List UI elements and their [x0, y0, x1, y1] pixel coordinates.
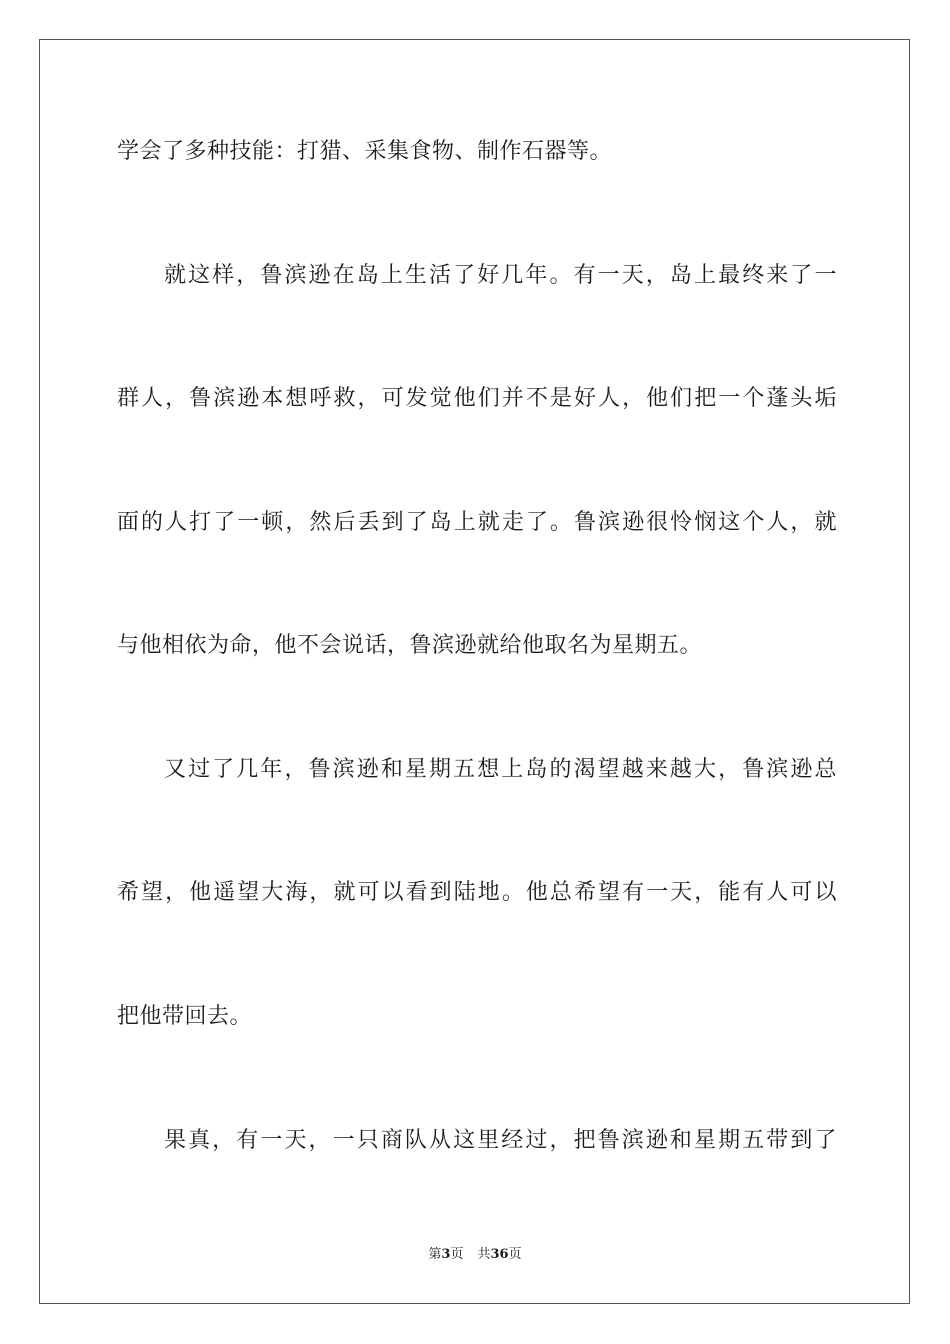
page-border	[39, 39, 910, 1304]
total-pages: 36	[490, 1247, 509, 1262]
paragraph-first-line: 就这样，鲁滨逊在岛上生活了好几年。有一天，岛上最终来了一	[164, 263, 837, 288]
paragraph-first-line: 又过了几年，鲁滨逊和星期五想上岛的渴望越来越大，鲁滨逊总	[164, 757, 837, 782]
text-line: 与他相依为命，他不会说话，鲁滨逊就给他取名为星期五。	[117, 633, 703, 658]
page-footer	[0, 1246, 950, 1264]
paragraph-first-line: 果真，有一天，一只商队从这里经过，把鲁滨逊和星期五带到了	[164, 1128, 837, 1153]
text-line: 把他带回去。	[117, 1004, 253, 1029]
text-line: 学会了多种技能：打猎、采集食物、制作石器等。	[117, 139, 613, 164]
page-suffix: 页	[450, 1247, 464, 1262]
text-line: 面的人打了一顿，然后丢到了岛上就走了。鲁滨逊很怜悯这个人，就	[117, 510, 837, 535]
page-number: 3	[441, 1247, 451, 1262]
page-prefix: 第	[428, 1247, 442, 1262]
text-line: 希望，他遥望大海，就可以看到陆地。他总希望有一天，能有人可以	[117, 880, 837, 905]
total-suffix: 页	[508, 1247, 522, 1262]
text-line: 群人，鲁滨逊本想呼救，可发觉他们并不是好人，他们把一个蓬头垢	[117, 386, 837, 411]
total-prefix: 共	[477, 1247, 491, 1262]
